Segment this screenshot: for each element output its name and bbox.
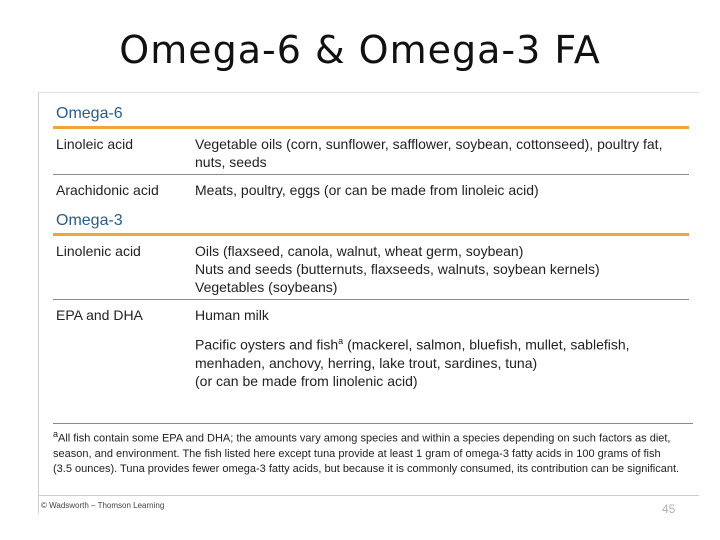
source-text: (mackerel, salmon, bluefish, mullet, sablefish, xyxy=(343,336,630,353)
omega3-header: Omega-3 xyxy=(53,208,689,236)
page-number: 45 xyxy=(662,502,676,516)
food-sources xyxy=(195,306,689,324)
table-row xyxy=(53,327,689,393)
source-line: Nuts and seeds (butternuts, flaxseeds, walnuts, soybean kernels) xyxy=(195,261,600,277)
acid-name: EPA and DHA xyxy=(56,307,143,323)
source-line: nuts, seeds xyxy=(195,154,267,170)
source-line: Meats, poultry, eggs (or can be made from linoleic acid) xyxy=(195,182,539,198)
table-row xyxy=(53,175,689,202)
food-sources xyxy=(195,332,689,390)
source-line: menhaden, anchovy, herring, lake trout, sardines, tuna) xyxy=(195,354,538,371)
table-row xyxy=(53,300,689,327)
footnote-line xyxy=(53,427,693,447)
footnote-line: (3.5 ounces). Tuna provides fewer omega-3 fatty acids, but because it is commonly consumed, its contribution can be significant. xyxy=(53,462,680,475)
footnote-text: All fish contain some EPA and DHA; the amounts vary among species and within a species depending on such factors as diet, xyxy=(58,432,671,445)
omega6-header: Omega-6 xyxy=(53,101,689,129)
footnote-marker: a xyxy=(338,336,344,346)
acid-name xyxy=(53,332,195,390)
food-sources xyxy=(195,181,689,199)
footnote xyxy=(53,423,693,477)
food-sources xyxy=(195,135,689,171)
slide-title: Omega-6 & Omega-3 FA xyxy=(119,28,601,72)
acid-name: Linoleic acid xyxy=(56,136,134,152)
footnote-marker: a xyxy=(53,429,59,439)
source-line: Vegetables (soybeans) xyxy=(195,279,338,295)
fatty-acid-table-figure xyxy=(38,92,699,513)
table-row xyxy=(53,236,689,300)
source-line: Oils (flaxseed, canola, walnut, wheat germ, soybean) xyxy=(195,243,524,259)
footnote-line: season, and environment. The fish listed here except tuna provide at least 1 gram of omega-3 fatty acids in 100 grams of fish xyxy=(53,447,661,460)
food-sources xyxy=(195,242,689,296)
table-row xyxy=(53,129,689,175)
copyright: © Wadsworth – Thomson Learning xyxy=(41,501,165,510)
source-text: Pacific oysters and fish xyxy=(195,336,339,353)
acid-name: Arachidonic acid xyxy=(56,182,159,198)
source-line: (or can be made from linolenic acid) xyxy=(195,372,418,389)
acid-name: Linolenic acid xyxy=(56,243,141,259)
source-line: Vegetable oils (corn, sunflower, safflower, soybean, cottonseed), poultry fat, xyxy=(195,136,663,152)
bottom-divider xyxy=(39,495,699,496)
source-line xyxy=(195,332,689,354)
source-line: Human milk xyxy=(195,307,269,323)
fatty-acid-table xyxy=(53,101,689,393)
